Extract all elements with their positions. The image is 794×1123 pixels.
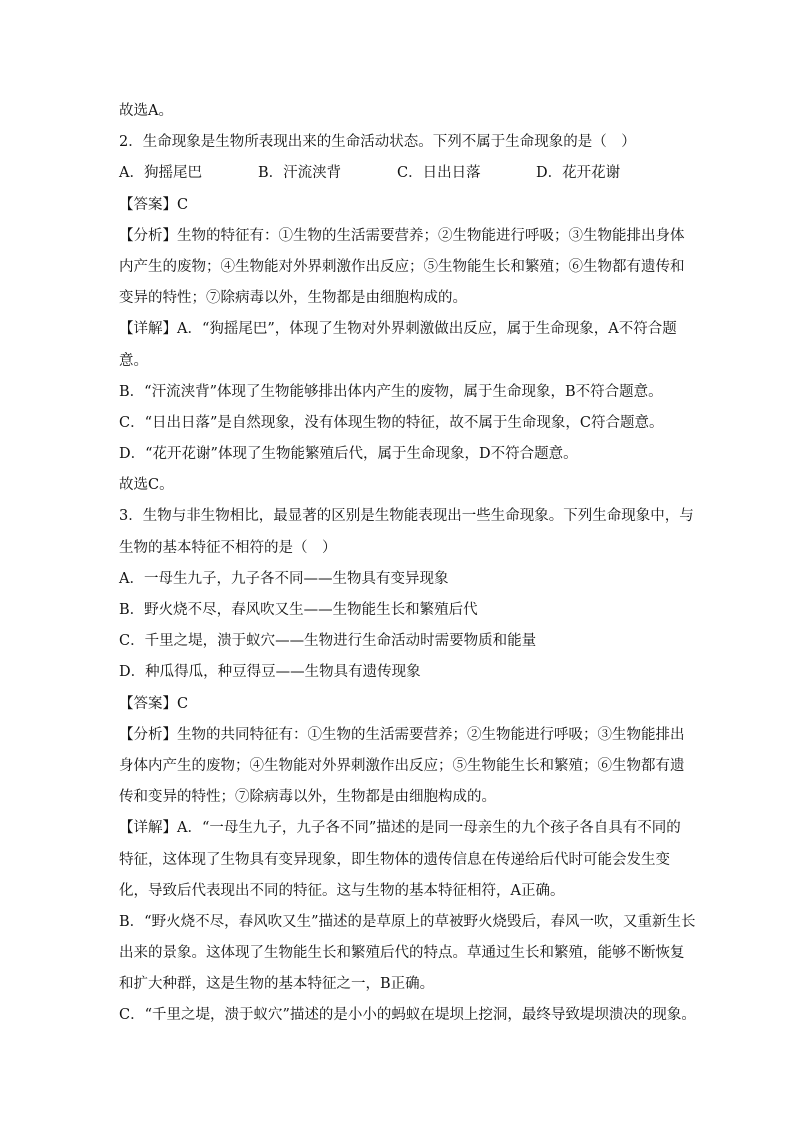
analysis-line: 【分析】生物的特征有：①生物的生活需要营养；②生物能进行呼吸；③生物能排出身体	[119, 227, 685, 244]
detail-line: 和扩大种群，这是生物的基本特征之一，B正确。	[119, 976, 435, 993]
detail-line: 出来的景象。这体现了生物能生长和繁殖后代的特点。草通过生长和繁殖，能够不断恢复	[119, 945, 685, 962]
option-b: B．野火烧不尽，春风吹又生——生物能生长和繁殖后代	[119, 602, 478, 618]
detail-line: C．“千里之堤，溃于蚁穴”描述的是小小的蚂蚁在堤坝上挖洞，最终导致堤坝溃决的现象。	[119, 1007, 696, 1024]
analysis-line: 【分析】生物的共同特征有：①生物的生活需要营养；②生物能进行呼吸；③生物能排出	[119, 726, 685, 743]
conclusion-line: 故选C。	[119, 477, 174, 494]
detail-line: B．“野火烧不尽，春风吹又生”描述的是草原上的草被野火烧毁后，春风一吹，又重新生长	[119, 913, 696, 930]
detail-line: 化，导致后代表现出不同的特征。这与生物的基本特征相符，A正确。	[119, 882, 565, 899]
option-c: C．日出日落	[397, 165, 481, 182]
detail-line: D．“花开花谢”体现了生物能繁殖后代，属于生命现象，D不符合题意。	[119, 446, 578, 463]
detail-line: B．“汗流浃背”体现了生物能够排出体内产生的废物，属于生命现象，B不符合题意。	[119, 383, 663, 400]
answer-line: 【答案】C	[119, 695, 189, 712]
option-d: D．种瓜得瓜，种豆得豆——生物具有遗传现象	[119, 664, 421, 681]
detail-line: C．“日出日落”是自然现象，没有体现生物的特征，故不属于生命现象，C符合题意。	[119, 414, 664, 431]
detail-line: 【详解】A．“一母生九子，九子各不同”描述的是同一母亲生的九个孩子各自具有不同的	[119, 820, 681, 837]
detail-line: 特征，这体现了生物具有变异现象，即生物体的遗传信息在传递给后代时可能会发生变	[119, 851, 670, 868]
analysis-line: 变异的特性；⑦除病毒以外，生物都是由细胞构成的。	[119, 290, 467, 307]
question-3-stem: 生物的基本特征不相符的是（ ）	[119, 539, 337, 556]
option-b: B．汗流浃背	[258, 165, 342, 182]
text-line: 故选A。	[119, 103, 173, 119]
analysis-line: 内产生的废物；④生物能对外界刺激作出反应；⑤生物能生长和繁殖；⑥生物都有遗传和	[119, 258, 685, 275]
document-page	[119, 96, 696, 1032]
option-c: C．千里之堤，溃于蚁穴——生物进行生命活动时需要物质和能量	[119, 633, 537, 650]
question-2-options	[119, 158, 679, 189]
option-d: D．花开花谢	[536, 165, 621, 182]
detail-line: 【详解】A．“狗摇尾巴”，体现了生物对外界刺激做出反应，属于生命现象，A不符合题	[119, 321, 677, 338]
question-2-stem: 2．生命现象是生物所表现出来的生命活动状态。下列不属于生命现象的是（ ）	[119, 134, 636, 151]
option-a: A．狗摇尾巴	[119, 165, 202, 182]
analysis-line: 传和变异的特性；⑦除病毒以外，生物都是由细胞构成的。	[119, 789, 496, 806]
question-3-stem: 3．生物与非生物相比，最显著的区别是生物能表现出一些生命现象。下列生命现象中，与	[119, 508, 694, 525]
analysis-line: 身体内产生的废物；④生物能对外界刺激作出反应；⑤生物能生长和繁殖；⑥生物都有遗	[119, 757, 685, 774]
option-a: A．一母生九子，九子各不同——生物具有变异现象	[119, 570, 449, 587]
detail-line: 意。	[119, 352, 148, 369]
answer-line: 【答案】C	[119, 196, 189, 213]
